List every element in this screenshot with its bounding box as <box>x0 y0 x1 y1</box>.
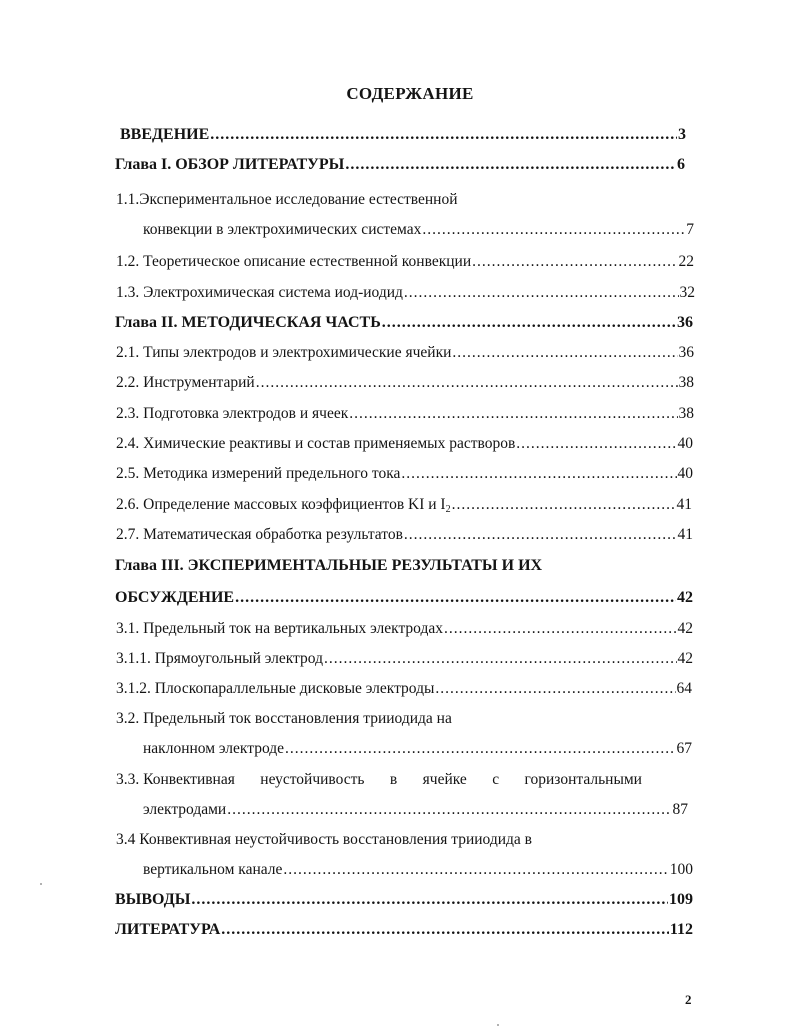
leader-dots <box>285 738 675 760</box>
page-number: 2 <box>685 992 692 1007</box>
toc-entry-chapter-1: Глава I. ОБЗОР ЛИТЕРАТУРЫ ..... 6 <box>115 154 685 176</box>
toc-page-number: 40 <box>677 435 693 452</box>
toc-page-number: 112 <box>669 921 693 938</box>
subscript: 2 <box>445 504 451 515</box>
toc-page-number: 87 <box>672 801 688 818</box>
toc-entry-intro: ВВЕДЕНИЕ ..... 3 <box>120 124 686 146</box>
toc-page-number: 41 <box>676 496 692 513</box>
toc-entry-2-3: 2.3. Подготовка электродов и ячеек ..... 38 <box>116 403 694 425</box>
toc-entry-3-3-line1: 3.3. Конвективная неустойчивость в ячейке с горизонтальными <box>116 771 642 788</box>
toc-entry-2-1: 2.1. Типы электродов и электрохимические ячейки ..... 36 <box>116 342 694 364</box>
toc-page-number: 64 <box>676 680 692 697</box>
leader-dots <box>191 889 668 911</box>
scan-speck <box>40 883 42 885</box>
toc-entry-1-3: 1.3. Электрохимическая система иод-иодид ..... 32 <box>116 282 695 304</box>
toc-entry-2-7: 2.7. Математическая обработка результатов ..... 41 <box>116 524 693 546</box>
toc-page-number: 100 <box>669 861 693 878</box>
leader-dots <box>472 251 677 273</box>
toc-entry-3-2: наклонном электроде ..... 67 <box>143 738 692 760</box>
leader-dots <box>444 618 677 640</box>
leader-dots <box>345 154 676 176</box>
toc-entry-conclusions: ВЫВОДЫ ..... 109 <box>115 889 693 911</box>
page-title: СОДЕРЖАНИЕ <box>346 84 474 103</box>
toc-page-number: 3 <box>678 126 686 143</box>
toc-entry-2-2: 2.2. Инструментарий ..... 38 <box>116 372 694 394</box>
leader-dots <box>256 372 678 394</box>
leader-dots <box>221 919 669 941</box>
toc-entry-2-5: 2.5. Методика измерений предельного тока ..... 40 <box>116 463 693 485</box>
toc-entry-1-1-line1: 1.1.Экспериментальное исследование естественной <box>116 191 458 208</box>
leader-dots <box>404 282 679 304</box>
toc-entry-3-4-line1: 3.4 Конвективная неустойчивость восстановления трииодида в <box>116 831 532 848</box>
toc-page-number: 109 <box>669 891 693 908</box>
toc-entry-chapter-3: ОБСУЖДЕНИЕ ..... 42 <box>115 587 693 609</box>
toc-entry-chapter-2: Глава II. МЕТОДИЧЕСКАЯ ЧАСТЬ ..... 36 <box>115 312 693 334</box>
leader-dots <box>349 403 677 425</box>
toc-entry-literature: ЛИТЕРАТУРА ..... 112 <box>115 919 693 941</box>
toc-page-number: 42 <box>677 650 693 667</box>
toc-page-number: 42 <box>677 589 693 606</box>
toc-page-number: 42 <box>677 620 693 637</box>
leader-dots <box>210 124 677 146</box>
toc-entry-2-6: 2.6. Определение массовых коэффициентов KI и $I_2$ ..... 41 <box>116 494 692 516</box>
toc-page-number: 38 <box>678 374 694 391</box>
leader-dots <box>404 524 677 546</box>
toc-page-number: 36 <box>678 344 694 361</box>
toc-entry-3-1-2: 3.1.2. Плоскопараллельные дисковые электроды ..... 64 <box>116 678 692 700</box>
leader-dots <box>516 433 676 455</box>
toc-page-number: 67 <box>676 740 692 757</box>
toc-page-number: 22 <box>678 253 694 270</box>
toc-entry-chapter-3-line1: Глава III. ЭКСПЕРИМЕНТАЛЬНЫЕ РЕЗУЛЬТАТЫ И ИХ <box>115 557 543 574</box>
toc-entry-2-4: 2.4. Химические реактивы и состав применяемых растворов ..... 40 <box>116 433 693 455</box>
leader-dots <box>283 859 668 881</box>
toc-page-number: 32 <box>679 284 695 301</box>
toc-entry-3-2-line1: 3.2. Предельный ток восстановления трииодида на <box>116 710 452 727</box>
leader-dots <box>422 219 685 241</box>
toc-page-number: 6 <box>677 156 685 173</box>
leader-dots <box>227 799 671 821</box>
toc-entry-1-2: 1.2. Теоретическое описание естественной конвекции ..... 22 <box>116 251 694 273</box>
leader-dots <box>324 648 677 670</box>
toc-entry-3-3: электродами ..... 87 <box>143 799 688 821</box>
toc-page-number: 7 <box>686 221 694 238</box>
leader-dots <box>435 678 675 700</box>
toc-page-number: 38 <box>678 405 694 422</box>
leader-dots <box>235 587 676 609</box>
toc-entry-3-1: 3.1. Предельный ток на вертикальных электродах ..... 42 <box>116 618 693 640</box>
toc-page-number: 36 <box>677 314 693 331</box>
leader-dots <box>452 494 676 516</box>
toc-page-number: 40 <box>677 465 693 482</box>
leader-dots <box>401 463 676 485</box>
toc-page-number: 41 <box>677 526 693 543</box>
toc-entry-3-4: вертикальном канале ..... 100 <box>143 859 693 881</box>
toc-entry-1-1: конвекции в электрохимических системах ..... 7 <box>143 219 694 241</box>
toc-entry-3-1-1: 3.1.1. Прямоугольный электрод ..... 42 <box>116 648 693 670</box>
leader-dots <box>452 342 677 364</box>
scan-speck <box>497 1024 499 1026</box>
leader-dots <box>382 312 676 334</box>
